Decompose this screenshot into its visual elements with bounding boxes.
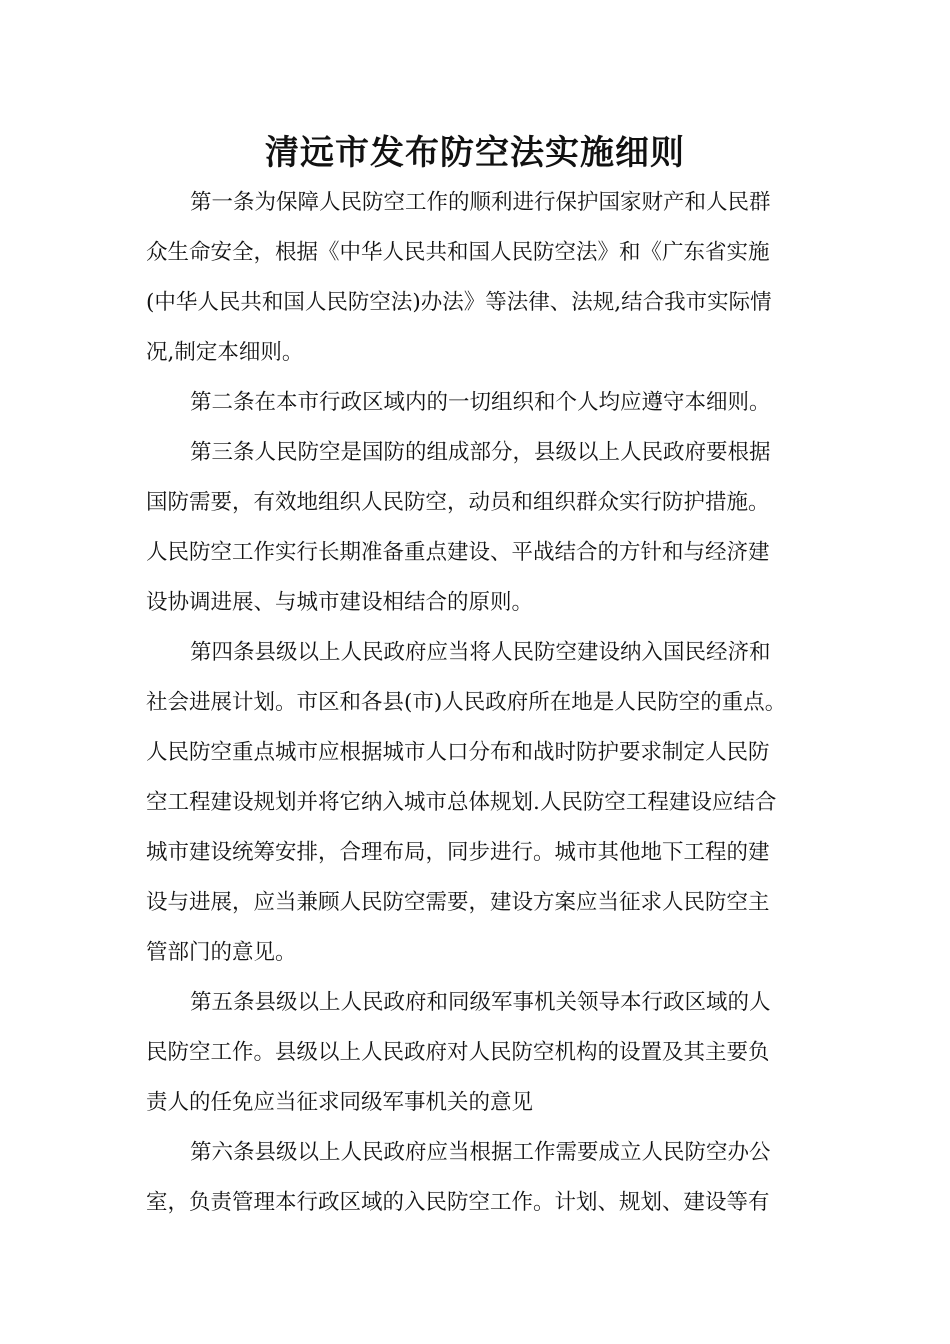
paragraph-line: 第六条县级以上人民政府应当根据工作需要成立人民防空办公 [190,1140,771,1165]
paragraph-line: 管部门的意见。 [146,940,297,965]
paragraph-line: 设与进展，应当兼顾人民防空需要，建设方案应当征求人民防空主 [146,890,770,915]
document-body [146,178,810,1228]
paragraph-line: 人民防空工作实行长期准备重点建设、平战结合的方针和与经济建 [146,540,770,565]
paragraph-line: 国防需要，有效地组织人民防空，动员和组织群众实行防护措施。 [146,490,770,515]
document-title: 清远市发布防空法实施细则 [265,133,685,173]
paragraph-line: 城市建设统筹安排，合理布局，同步进行。城市其他地下工程的建 [146,840,770,865]
paragraph-line: 第一条为保障人民防空工作的顺利进行保护国家财产和人民群 [190,190,771,215]
paragraph-line: 社会进展计划。市区和各县(市)人民政府所在地是人民防空的重点。 [146,690,787,715]
paragraph-line: 空工程建设规划并将它纳入城市总体规划.人民防空工程建设应结合 [146,790,777,815]
paragraph-line: 第四条县级以上人民政府应当将人民防空建设纳入国民经济和 [190,640,771,665]
paragraph-line: 民防空工作。县级以上人民政府对人民防空机构的设置及其主要负 [146,1040,770,1065]
paragraph-line: 第二条在本市行政区域内的一切组织和个人均应遵守本细则。 [190,390,771,415]
paragraph-line: 况,制定本细则。 [146,340,304,365]
paragraph-line: 第五条县级以上人民政府和同级军事机关领导本行政区域的人 [190,990,771,1015]
paragraph-line: 第三条人民防空是国防的组成部分，县级以上人民政府要根据 [190,440,771,465]
paragraph-line: 人民防空重点城市应根据城市人口分布和战时防护要求制定人民防 [146,740,770,765]
paragraph-line: (中华人民共和国人民防空法)办法》等法律、法规,结合我市实际情 [146,290,772,315]
paragraph-line: 责人的任免应当征求同级军事机关的意见 [146,1090,534,1115]
paragraph-line: 设协调进展、与城市建设相结合的原则。 [146,590,534,615]
paragraph-line: 室，负责管理本行政区域的入民防空工作。计划、规划、建设等有 [146,1190,770,1215]
paragraph-line: 众生命安全，根据《中华人民共和国人民防空法》和《广东省实施 [146,240,770,265]
